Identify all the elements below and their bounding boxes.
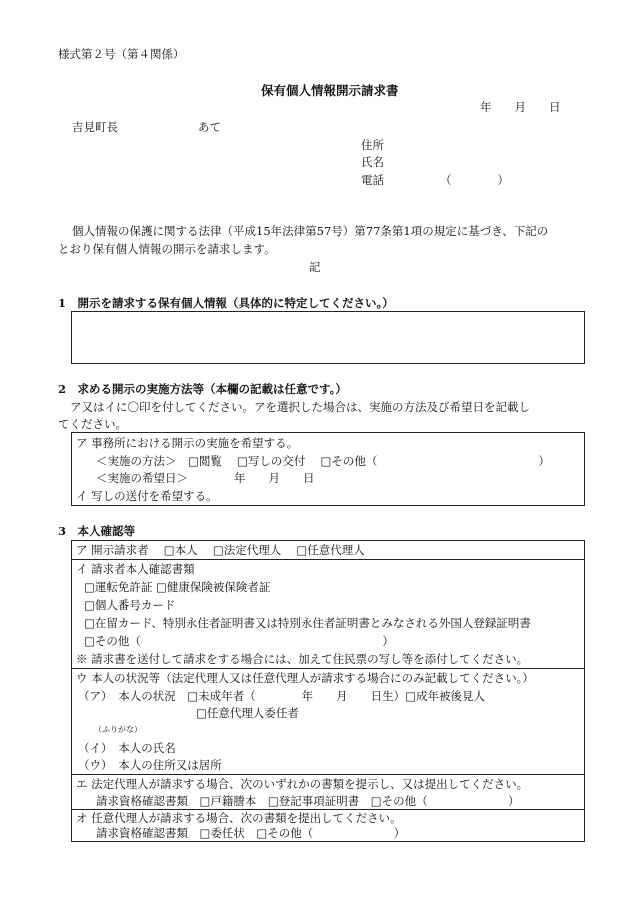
section2-option-b[interactable]: イ 写しの送付を希望する。: [76, 489, 218, 503]
section2-option-a[interactable]: ア 事務所における開示の実施を希望する。: [76, 436, 299, 450]
section1-heading: 1 開示を請求する保有個人情報（具体的に特定してください。）: [58, 296, 394, 310]
page-title: 保有個人情報開示請求書: [261, 83, 399, 98]
row-divider: [71, 559, 585, 560]
voluntary-agent-docs[interactable]: 請求資格確認書類 □委任状 □その他（ ）: [96, 826, 406, 840]
row-divider: [71, 668, 585, 669]
section2-date-line[interactable]: ＜実施の希望日＞ 年 月 日: [96, 471, 315, 485]
address-label: 住所: [361, 138, 384, 152]
section2-method-line[interactable]: ＜実施の方法＞ □閲覧 □写しの交付 □その他（ ）: [96, 454, 550, 468]
id-docs-option-2[interactable]: □個人番号カード: [84, 598, 176, 612]
section3-heading: 3 本人確認等: [58, 524, 136, 538]
principal-address-label: （ウ） 本人の住所又は居所: [78, 758, 222, 772]
row-requester-type[interactable]: ア 開示請求者 □本人 □法定代理人 □任意代理人: [76, 543, 365, 557]
id-docs-title: イ 請求者本人確認書類: [76, 562, 195, 576]
intro-line-1: 個人情報の保護に関する法律（平成15年法律第57号）第77条第1項の規定に基づき、下記の: [72, 224, 549, 238]
principal-status-line[interactable]: （ア） 本人の状況 □未成年者（ 年 月 日生）□成年被後見人: [78, 689, 485, 703]
furigana-label: （ふりがな）: [94, 725, 142, 734]
addressee: 吉見町長: [72, 120, 118, 134]
intro-line-2: とおり保有個人情報の開示を請求します。: [58, 242, 276, 256]
principal-status-title: ウ 本人の状況等（法定代理人又は任意代理人が請求する場合にのみ記載してください。）: [76, 671, 534, 685]
voluntary-agent-title: オ 任意代理人が請求する場合、次の書類を提出してください。: [76, 811, 402, 825]
name-label: 氏名: [361, 155, 384, 169]
id-docs-option-3[interactable]: □在留カード、特別永住者証明書又は特別永住者証明書とみなされる外国人登録証明書: [84, 616, 531, 630]
form-number: 様式第２号（第４関係）: [58, 47, 185, 61]
phone-paren: （ ）: [440, 173, 509, 187]
phone-label: 電話: [361, 173, 384, 187]
principal-status-line-2[interactable]: □任意代理人委任者: [196, 706, 299, 720]
row-divider: [71, 809, 585, 810]
section2-heading: 2 求める開示の実施方法等（本欄の記載は任意です。）: [58, 382, 347, 396]
id-docs-note: ※ 請求書を送付して請求をする場合には、加えて住民票の写し等を添付してください。: [76, 652, 529, 666]
section1-input-box[interactable]: [71, 311, 585, 364]
legal-agent-title: エ 法定代理人が請求する場合、次のいずれかの書類を提示し、又は提出してください。: [76, 777, 529, 791]
section2-note-1: ア又はイに〇印を付してください。アを選択した場合は、実施の方法及び希望日を記載し: [70, 400, 530, 414]
ki-mark: 記: [309, 260, 321, 274]
legal-agent-docs[interactable]: 請求資格確認書類 □戸籍謄本 □登記事項証明書 □その他（ ）: [96, 794, 520, 808]
row-divider: [71, 774, 585, 775]
section2-note-2: てください。: [58, 417, 127, 431]
id-docs-option-4[interactable]: □その他（ ）: [84, 634, 394, 648]
addressee-suffix: あて: [198, 120, 221, 134]
id-docs-option-1[interactable]: □運転免許証 □健康保険被保険者証: [84, 580, 271, 594]
principal-name-label: （イ） 本人の氏名: [78, 741, 176, 755]
date-line: 年 月 日: [480, 100, 561, 114]
